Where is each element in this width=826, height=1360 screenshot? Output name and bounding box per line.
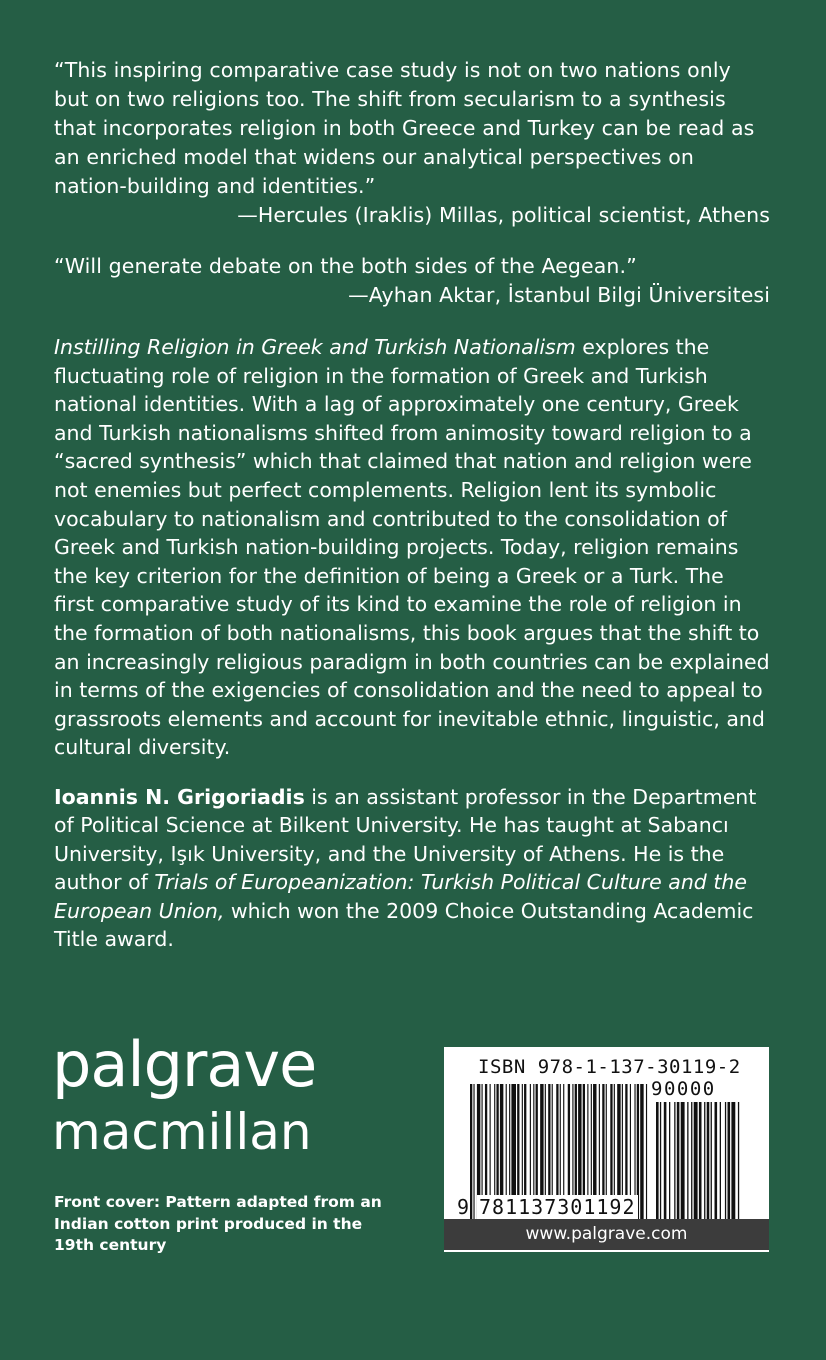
- quote-text: “Will generate debate on the both sides of the Aegean.”: [54, 254, 637, 278]
- barcode-bar: [646, 1084, 647, 1222]
- barcode-bar: [691, 1102, 692, 1220]
- barcode-bar: [640, 1084, 643, 1222]
- bio-text-before: is an assistant professor in the Department of Political Science at Bilkent University. He has taught at Sabancı University, Işık University, and the University of Athens. He is the author of: [54, 785, 757, 895]
- endorsement-quote-2: [54, 252, 770, 310]
- barcode-bar: [660, 1102, 661, 1220]
- barcode-bar: [681, 1102, 685, 1220]
- barcode-bar: [725, 1102, 726, 1220]
- barcode-bar: [473, 1084, 474, 1222]
- bio-work-title: Trials of Europeanization: Turkish Political Culture and the European Union,: [54, 870, 747, 923]
- author-name: Ioannis N. Grigoriadis: [54, 785, 305, 809]
- quote-attribution: —Ayhan Aktar, İstanbul Bilgi Üniversitesi: [348, 283, 770, 307]
- author-bio: [54, 783, 770, 953]
- barcode-bar: [715, 1102, 718, 1220]
- barcode-bar: [687, 1102, 688, 1220]
- barcode-bar: [656, 1102, 659, 1220]
- ean-digits: 781137301192: [479, 1195, 636, 1219]
- barcode-bar: [677, 1102, 680, 1220]
- cover-credit: Front cover: Pattern adapted from an Indian cotton print produced in the 19th century: [54, 1193, 382, 1254]
- isbn-label: ISBN 978-1-137-30119-2: [478, 1056, 741, 1078]
- barcode-bar: [731, 1102, 735, 1220]
- barcode-bar: [694, 1102, 698, 1220]
- barcode-bar: [664, 1102, 667, 1220]
- logo-line-macmillan: macmillan: [52, 1103, 312, 1161]
- barcode-bar: [470, 1084, 472, 1222]
- barcode-bar: [728, 1102, 731, 1220]
- barcode-bar: [711, 1102, 712, 1220]
- bio-text-after: which won the 2009 Choice Outstanding Academic Title award.: [54, 898, 754, 952]
- barcode-bar: [699, 1102, 702, 1220]
- logo-line-palgrave: palgrave: [52, 1028, 317, 1101]
- barcode-bar: [674, 1102, 675, 1220]
- endorsement-quote-1: [54, 56, 770, 230]
- addon-barcode-bars: [656, 1102, 740, 1220]
- quote-text: “This inspiring comparative case study is not on two nations only but on two religions too. The shift from secularism to a synthesis that incorporates religion in both Greece and Turkey can be read as an enriched model that widens our analytical perspectives on nation-building and identities.”: [54, 58, 755, 198]
- quote-attribution: —Hercules (Iraklis) Millas, political scientist, Athens: [237, 203, 770, 227]
- price-addon-code: 90000: [651, 1078, 716, 1100]
- publisher-website[interactable]: www.palgrave.com: [444, 1219, 769, 1250]
- ean-first-digit: 9: [457, 1195, 470, 1219]
- barcode-bar: [704, 1102, 705, 1220]
- barcode-bar: [720, 1102, 721, 1220]
- book-title: Instilling Religion in Greek and Turkish Nationalism: [54, 335, 576, 359]
- barcode-bar: [669, 1102, 670, 1220]
- description-body: explores the fluctuating role of religion in the formation of Greek and Turkish national identities. With a lag of approximately one century, Greek and Turkish nationalisms shifted from animosity toward religion to a “sacred synthesis” which that claimed that nation and religion were not enemies but perfect complements. Religion lent its symbolic vocabulary to nationalism and contributed to the consolidation of Greek and Turkish nation-building projects. Today, religion remains the key criterion for the definition of being a Greek or a Turk. The first comparative study of its kind to examine the role of religion in the formation of both nationalisms, this book argues that the shift to an increasingly religious paradigm in both countries can be explained in terms of the exigencies of consolidation and the need to appeal to grassroots elements and account for inevitable ethnic, linguistic, and cultural diversity.: [54, 335, 770, 760]
- barcode-bar: [707, 1102, 710, 1220]
- barcode-bar: [738, 1102, 739, 1220]
- publisher-logo: [52, 1028, 392, 1161]
- book-description: [54, 333, 770, 762]
